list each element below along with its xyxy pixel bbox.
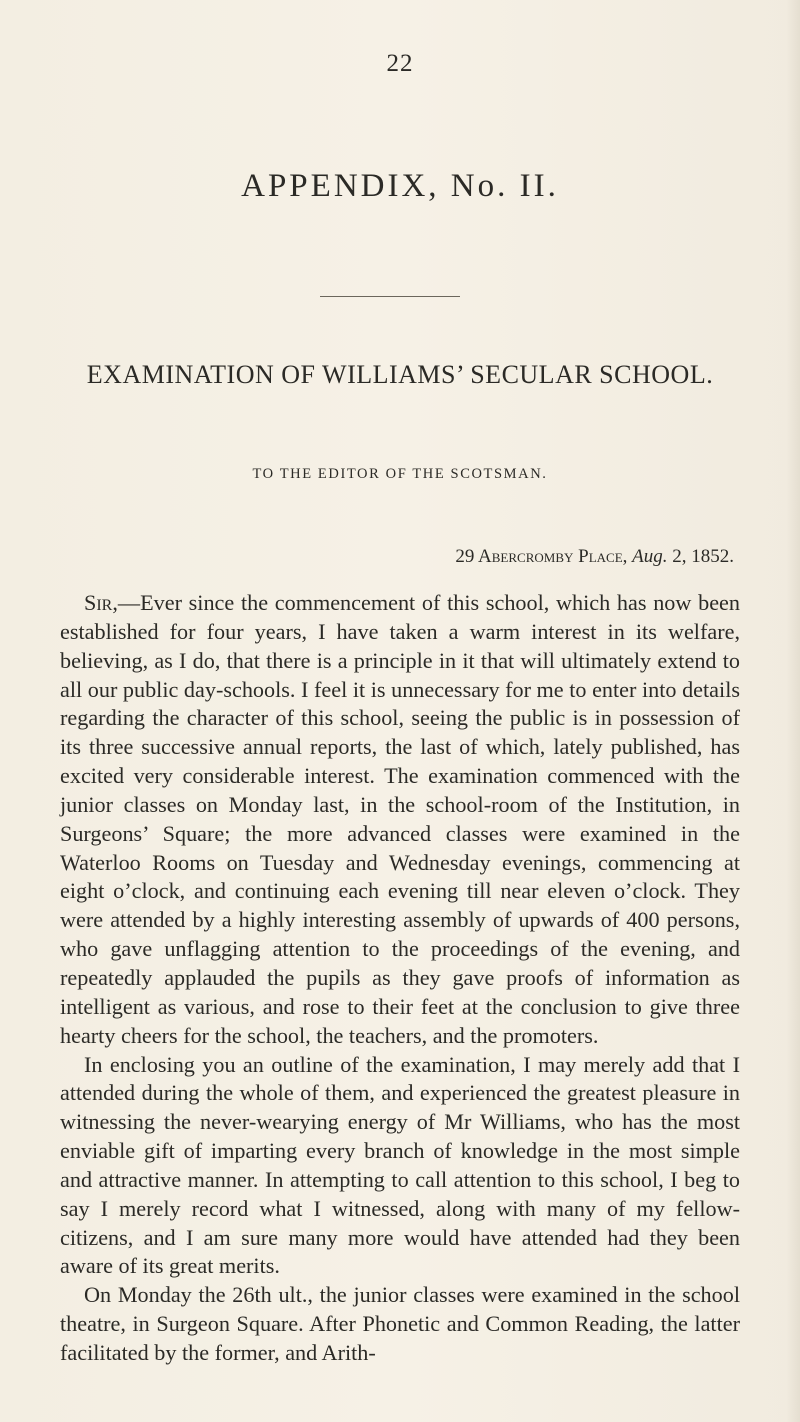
letter-body <box>60 589 740 1368</box>
paragraph <box>60 1051 740 1282</box>
dateline-address: 29 Abercromby Place, <box>455 546 628 567</box>
paragraph <box>60 1281 740 1368</box>
dateline-month: Aug. <box>632 546 668 567</box>
paragraph-text: On Monday the 26th ult., the junior classes were examined in the school theatre, in Surgeon Square. After Phonetic and Common Reading, the latter facilitated by the former, and Arith- <box>60 1282 740 1365</box>
appendix-title: APPENDIX, No. II. <box>241 168 559 204</box>
paragraph <box>60 589 740 1051</box>
section-heading: EXAMINATION OF WILLIAMS’ SECULAR SCHOOL. <box>86 360 714 389</box>
letter-dateline <box>455 546 734 568</box>
dateline-date: 2, 1852. <box>672 546 734 567</box>
paragraph-text: In enclosing you an outline of the examination, I may merely add that I attended during the whole of them, and experienced the greatest pleasure in witnessing the never-wearying energy of Mr Williams, who has the most enviable gift of imparting every branch of knowledge in the most simple and attractive manner. In attempting to call attention to this school, I beg to say I merely record what I witnessed, along with many of my fellow-citizens, and I am sure many more would have attended had they been aware of its great merits. <box>60 1051 740 1279</box>
letter-addressee: TO THE EDITOR OF THE SCOTSMAN. <box>252 466 548 482</box>
page-number: 22 <box>386 50 414 77</box>
salutation: Sir, <box>84 590 118 615</box>
paragraph-text: —Ever since the commencement of this school, which has now been established for four years, I have taken a warm interest in its welfare, believing, as I do, that there is a principle in it that will ultimately extend to all our public day-schools. I feel it is unnecessary for me to enter into details regarding the character of this school, seeing the public is in possession of its three successive annual reports, the last of which, lately published, has excited very considerable interest. The examination commenced with the junior classes on Monday last, in the school-room of the Institution, in Surgeons’ Square; the more advanced classes were examined in the Waterloo Rooms on Tuesday and Wednesday evenings, commencing at eight o’clock, and continuing each evening till near eleven o’clock. They were attended by a highly interesting assembly of upwards of 400 persons, who gave unflagging attention to the proceedings of the evening, and repeatedly applauded the pupils as they gave proofs of information as intelligent as various, and rose to their feet at the conclusion to give three hearty cheers for the school, the teachers, and the promoters. <box>60 590 740 1048</box>
page-edge-shadow <box>786 0 800 1422</box>
title-divider <box>320 296 460 297</box>
